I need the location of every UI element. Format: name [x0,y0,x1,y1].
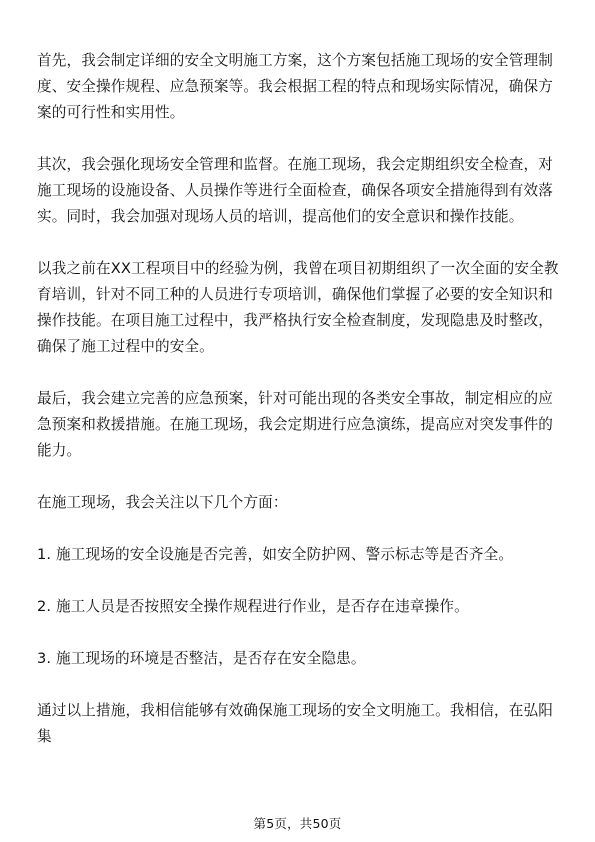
paragraph-6: 通过以上措施，我相信能够有效确保施工现场的安全文明施工。我相信，在弘阳集 [37,702,554,745]
list-item-2: 2. 施工人员是否按照安全操作规程进行作业，是否存在违章操作。 [37,598,469,615]
document-body [37,48,561,750]
page-number-footer: 第5页，共50页 [253,816,342,831]
paragraph-2: 其次，我会强化现场安全管理和监督。在施工现场，我会定期组织安全检查，对施工现场的设施设备、人员操作等进行全面检查，确保各项安全措施得到有效落实。同时，我会加强对现场人员的培训，提高他们的安全意识和操作技能。 [37,156,554,225]
list-item-3: 3. 施工现场的环境是否整洁，是否存在安全隐患。 [37,650,366,667]
paragraph-3: 以我之前在XX工程项目中的经验为例，我曾在项目初期组织了一次全面的安全教育培训，针对不同工种的人员进行专项培训，确保他们掌握了必要的安全知识和操作技能。在项目施工过程中，我严格执行安全检查制度，发现隐患及时整改，确保了施工过程中的安全。 [37,260,559,355]
paragraph-4: 最后，我会建立完善的应急预案，针对可能出现的各类安全事故，制定相应的应急预案和救援措施。在施工现场，我会定期进行应急演练，提高应对突发事件的能力。 [37,390,554,459]
paragraph-1: 首先，我会制定详细的安全文明施工方案，这个方案包括施工现场的安全管理制度、安全操作规程、应急预案等。我会根据工程的特点和现场实际情况，确保方案的可行性和实用性。 [37,52,554,121]
list-item-1: 1. 施工现场的安全设施是否完善，如安全防护网、警示标志等是否齐全。 [37,546,514,563]
paragraph-5: 在施工现场，我会关注以下几个方面： [37,494,288,511]
